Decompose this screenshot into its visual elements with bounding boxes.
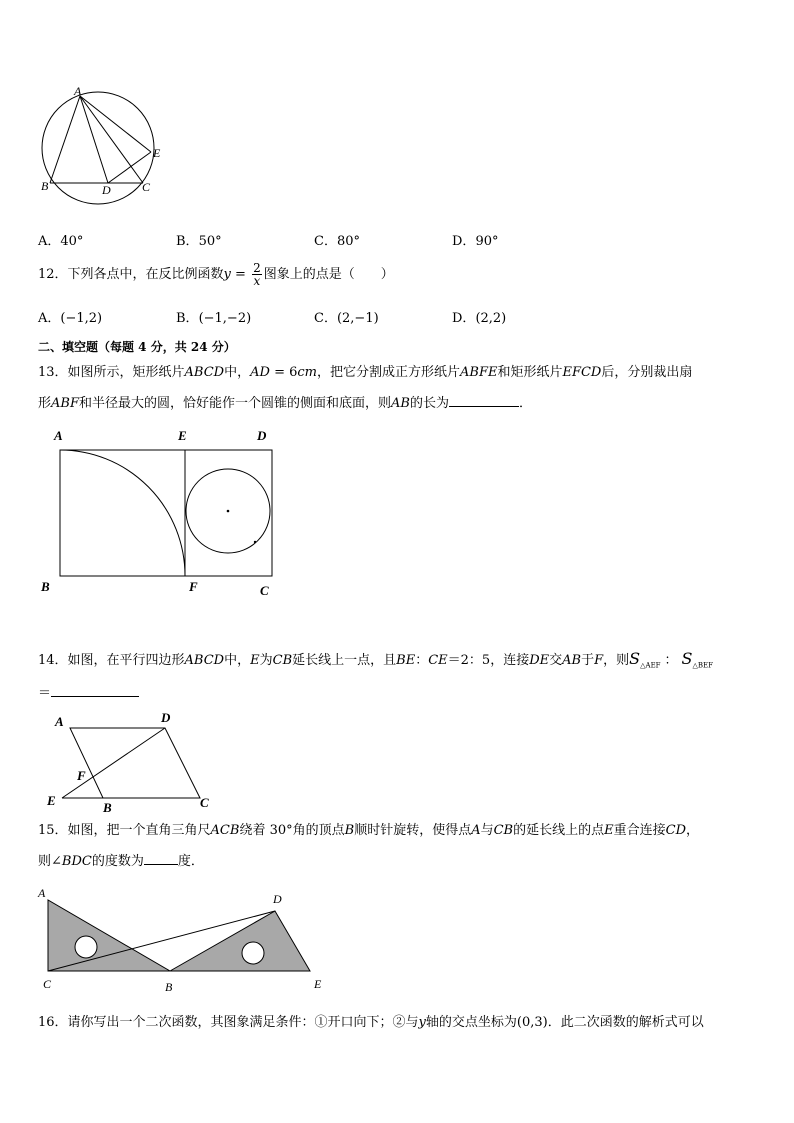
q14-label-d: D: [161, 710, 171, 725]
q13-stem-line2: 形ABF和半径最大的圆，恰好能作一个圆锥的侧面和底面，则AB的长为 ．: [38, 396, 532, 411]
q11-circle-figure: [30, 86, 170, 216]
q11-option-d: D．90°: [452, 234, 499, 249]
q14-label-c: C: [200, 795, 209, 810]
q11-label-c: C: [142, 180, 151, 194]
q15-label-e: E: [314, 977, 322, 991]
q11-option-a: A．40°: [38, 234, 84, 249]
q15-label-c: C: [43, 977, 52, 991]
q13-rectangle-figure: [35, 425, 285, 605]
q11-label-e: E: [153, 146, 161, 160]
q12-stem: 12．下列各点中，在反比例函数y = $\frac{2}{x}$ 图象上的点是（ ）: [38, 261, 394, 288]
q15-label-a: A: [38, 886, 46, 900]
q12-option-d: D．(2,2): [452, 311, 507, 326]
q12-option-a: A．(−1,2): [38, 311, 103, 326]
q13-label-c: C: [260, 583, 269, 598]
q13-label-f: F: [189, 579, 198, 594]
q14-stem-line1: 14．如图，在平行四边形ABCD中，E为CB延长线上一点，且BE：CE＝2：5，连接DE交AB于F，则$S_{\triangle AEF}$ ： $S_{\triangle BEF}$: [38, 649, 714, 670]
q13-label-a: A: [54, 428, 63, 443]
q11-label-d: D: [102, 183, 111, 197]
q13-label-b: B: [41, 579, 50, 594]
q13-label-d: D: [257, 428, 267, 443]
q15-answer-blank[interactable]: [144, 852, 178, 865]
q12-fraction: $\frac{2}{x}$: [253, 261, 261, 288]
q15-stem-line1: 15．如图，把一个直角三角尺ACB绕着 30°角的顶点B顺时针旋转，使得点A与CB的延长线上的点E重合连接CD，: [38, 823, 700, 838]
q11-option-b: B．50°: [176, 234, 222, 249]
q15-stem-line2: 则∠BDC的度数为 度．: [38, 854, 204, 869]
q13-stem-line1: 13．如图所示，矩形纸片ABCD中，AD = 6cm，把它分割成正方形纸片ABFE和矩形纸片EFCD后，分别裁出扇: [38, 365, 693, 380]
q14-label-a: A: [55, 714, 64, 729]
q13-label-e: E: [178, 428, 187, 443]
q12-option-b: B．(−1,−2): [176, 311, 252, 326]
q15-label-d: D: [273, 892, 282, 906]
q11-label-a: A: [74, 86, 82, 98]
q14-label-f: F: [77, 768, 86, 783]
q13-answer-blank[interactable]: [449, 394, 519, 407]
q14-answer-blank[interactable]: [51, 684, 139, 697]
q14-label-e: E: [47, 793, 56, 808]
q15-label-b: B: [165, 980, 173, 994]
q12-option-c: C．(2,−1): [314, 311, 379, 326]
q14-parallelogram-figure: [40, 710, 220, 815]
q14-stem-line2: ＝: [38, 684, 139, 703]
q15-triangles-figure: [32, 880, 332, 1000]
section-2-heading: 二、填空题（每题 4 分，共 24 分）: [38, 340, 236, 354]
q11-label-b: B: [41, 179, 49, 193]
q14-label-b: B: [103, 800, 112, 815]
q11-option-c: C．80°: [314, 234, 360, 249]
q16-stem: 16．请你写出一个二次函数，其图象满足条件：①开口向下；②与y轴的交点坐标为(0,3)．此二次函数的解析式可以: [38, 1015, 704, 1030]
